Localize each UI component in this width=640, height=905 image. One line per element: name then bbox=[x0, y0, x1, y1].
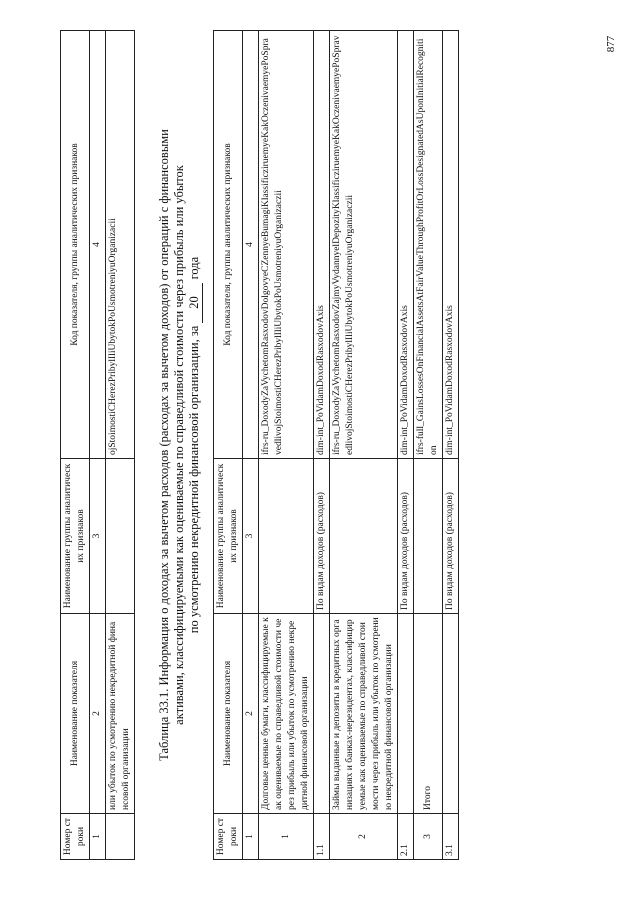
row-indicator-name: Займы выданные и депозиты в кредитных организациях и банках-нерезидентах, классифицируемые как оцениваемые по справедливой стоимости через прибыль или убыток по усмотрению некредитной финансовой организации bbox=[330, 614, 398, 814]
row-indicator-name bbox=[443, 614, 459, 814]
col-number-3: 3 bbox=[90, 459, 106, 614]
row-group-name bbox=[259, 459, 314, 614]
header-code: Код показателя, группы аналитических признаков bbox=[61, 31, 90, 459]
row-code: ifrs-ru_DoxodyZaVychetomRasxodovDolgovyeCZennyeBumagiKlassificziruemyeKakOczenivaemyePoSpravedlivojStoimostiCHerezPribylIliUbytokPoUsmotreniyuOrganizaczii bbox=[259, 31, 314, 459]
row-group-name: По видам доходов (расходов) bbox=[443, 459, 459, 614]
page-number: 877 bbox=[605, 35, 617, 53]
row-group-name: По видам доходов (расходов) bbox=[314, 459, 330, 614]
col-number-2: 2 bbox=[90, 614, 106, 814]
row-number: 3 bbox=[414, 814, 443, 860]
table-row bbox=[330, 31, 398, 860]
row-code: dim-int_PoVidamDoxodRasxodovAxis bbox=[314, 31, 330, 459]
year-suffix: года bbox=[187, 256, 201, 280]
row-number: 1.1 bbox=[314, 814, 330, 860]
caption-line-2: активами, классифицируемыми как оцениваемые по справедливой стоимости через прибыль или убыток bbox=[172, 165, 186, 725]
row-group-name bbox=[106, 459, 135, 614]
header-indicator-name: Наименование показателя bbox=[214, 614, 243, 814]
row-number: 3.1 bbox=[443, 814, 459, 860]
row-number: 1 bbox=[259, 814, 314, 860]
header-code: Код показателя, группы аналитических признаков bbox=[214, 31, 243, 459]
header-indicator-name: Наименование показателя bbox=[61, 614, 90, 814]
table-row bbox=[259, 31, 314, 860]
caption-line-3 bbox=[187, 30, 203, 860]
row-indicator-name: Долговые ценные бумаги, классифицируемые как оцениваемые по справедливой стоимости через прибыль или убыток по усмотрению некредитной финансовой организации bbox=[259, 614, 314, 814]
col-number-2: 2 bbox=[243, 614, 259, 814]
main-table bbox=[213, 30, 459, 860]
col-number-4: 4 bbox=[90, 31, 106, 459]
col-number-3: 3 bbox=[243, 459, 259, 614]
row-indicator-name bbox=[398, 614, 414, 814]
table-caption bbox=[135, 30, 213, 860]
row-indicator-name bbox=[314, 614, 330, 814]
caption-line-1: Таблица 33.1. Информация о доходах за вычетом расходов (расходах за вычетом доходов) от операций с финансовыми bbox=[157, 129, 171, 761]
row-code: ifrs-ru_DoxodyZaVychetomRasxodovZajmyVydannyelDepozityKlassificziruemyeKakOczenivaemyePoSpravedlivojStoimostiCHerezPribylIliUbytokPoUsmotreniyuOrganizaczii bbox=[330, 31, 398, 459]
rotated-page bbox=[60, 30, 630, 860]
year-prefix: 20 bbox=[187, 283, 203, 323]
caption-line-3-text: по усмотрению некредитной финансовой организации, за bbox=[187, 325, 201, 634]
table-row bbox=[414, 31, 443, 860]
row-code: ojStoimostiCHerezPribylIliUbytokPoUsmotreniyuOrganizacii bbox=[106, 31, 135, 459]
row-indicator-name: Итого bbox=[414, 614, 443, 814]
col-number-1: 1 bbox=[243, 814, 259, 860]
row-code: dim-int_PoVidamDoxodRasxodovAxis bbox=[443, 31, 459, 459]
row-number bbox=[106, 814, 135, 860]
row-number: 2 bbox=[330, 814, 398, 860]
table-row bbox=[398, 31, 414, 860]
row-code: dim-int_PoVidamDoxodRasxodovAxis bbox=[398, 31, 414, 459]
table-row bbox=[443, 31, 459, 860]
row-indicator-name: или убыток по усмотрению некредитной финансовой организации bbox=[106, 614, 135, 814]
col-number-1: 1 bbox=[90, 814, 106, 860]
row-group-name: По видам доходов (расходов) bbox=[398, 459, 414, 614]
table-row bbox=[314, 31, 330, 860]
header-group-name: Наименование группы аналитических признаков bbox=[61, 459, 90, 614]
row-number: 2.1 bbox=[398, 814, 414, 860]
header-row-number: Номер строки bbox=[61, 814, 90, 860]
col-number-4: 4 bbox=[243, 31, 259, 459]
table-row bbox=[106, 31, 135, 860]
top-table bbox=[60, 30, 135, 860]
row-group-name bbox=[414, 459, 443, 614]
row-group-name bbox=[330, 459, 398, 614]
header-group-name: Наименование группы аналитических признаков bbox=[214, 459, 243, 614]
header-row-number: Номер строки bbox=[214, 814, 243, 860]
row-code: ifrs-full_GainsLossesOnFinancialAssetsAtFairValueThroughProfitOrLossDesignatedAsUponInitialRecognition bbox=[414, 31, 443, 459]
